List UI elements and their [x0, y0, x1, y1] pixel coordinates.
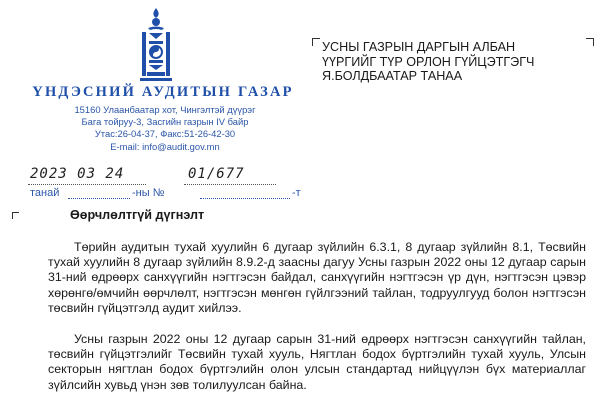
paragraph: Төрийн аудитын тухай хуулийн 6 дугаар зүйлийн 6.3.1, 8 дугаар зүйлийн 8.1, Төсвийн тухай хуулийн 8 дугаар зүйлийн 8.9.2-д заасны дагуу Усны газрын 2022 оны 12 дугаар сарын 31-ний өдрөөрх санхүүгийн нэгтгэсэн байдал, санхүүгийн нэгтгэсэн үр дүн, нэгтгэсэн цэвэр хөрөнгө/өмчийн өөрчлөлт, нэгтгэсэн мөнгөн гүйлгээний тайлан, тодруулгууд болон нэгтгэсэн төсвийн гүйцэтгэлд аудит хийлээ. — [48, 240, 586, 315]
title-bracket — [12, 212, 19, 219]
caption-t: -т — [292, 187, 301, 199]
number-underline — [184, 184, 276, 185]
soyombo-emblem-icon — [136, 6, 176, 84]
contact-address-line: 15160 Улаанбаатар хот, Чингэлтэй дүүрэг — [74, 104, 256, 115]
contact-phone-line: Утас:26-04-37, Факс:51-26-42-30 — [94, 128, 236, 140]
contact-building-line: Бага тойруу-3, Засгийн газрын IV байр — [81, 116, 249, 128]
addressee-bracket-right — [586, 38, 594, 46]
handwritten-date: 2023 03 24 — [30, 166, 125, 182]
tanai-underline — [68, 198, 130, 199]
contact-email-line: E-mail: info@audit.gov.mn — [110, 140, 220, 152]
date-underline — [28, 184, 146, 185]
addressee-line: Я.БОЛДБААТАР ТАНАА — [322, 69, 463, 84]
caption-tanai: танай — [30, 187, 60, 199]
addressee-line: УСНЫ ГАЗРЫН ДАРГЫН АЛБАН — [322, 40, 516, 54]
addressee-line: ҮҮРГИЙГ ТҮР ОРЛОН ГҮЙЦЭТГЭГЧ — [322, 54, 535, 69]
document-title: Өөрчлөлтгүй дүгнэлт — [70, 208, 205, 222]
addressee-bracket-left — [312, 38, 320, 46]
paragraph: Усны газрын 2022 оны 12 дугаар сарын 31-ний өдрөөрх нэгтгэсэн санхүүгийн тайлан, төсвийн гүйцэтгэлийг Төсвийн тухай хууль, Нягтлан бодох бүртгэлийн тухай хууль, Улсын секторын нягтлан бодох бүртгэлийн олон улсын стандартад нийцүүлэн бүх материаллаг зүйлсийн хувьд үнэн зөв толилуулсан байна. — [48, 332, 586, 392]
handwritten-number: 01/677 — [188, 166, 245, 182]
caption-number: -ны № — [132, 187, 165, 199]
org-name: ҮНДЭСНИЙ АУДИТЫН ГАЗАР — [32, 84, 294, 100]
addressee-block — [322, 40, 534, 84]
number-ref-underline — [200, 198, 290, 199]
contact-block — [60, 104, 270, 153]
